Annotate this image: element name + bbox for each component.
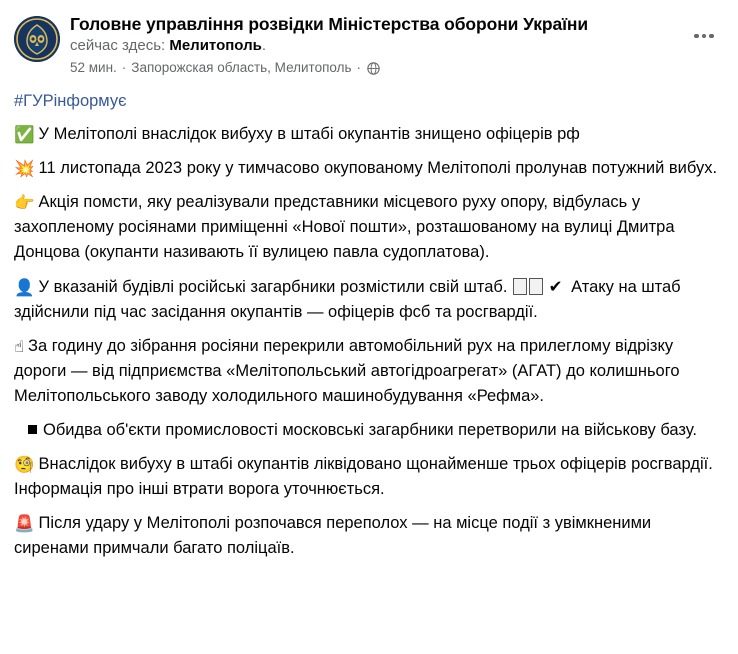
paragraph-text: 11 листопада 2023 року у тимчасово окупованому Мелітополі пролунав потужний вибух. bbox=[38, 159, 718, 177]
post-meta bbox=[70, 59, 684, 77]
post-body bbox=[0, 77, 738, 561]
paragraph-text: Внаслідок вибуху в штабі окупантів ліквідовано щонайменше трьох офіцерів росгвардії. Інформація про інші втрати ворога уточнюється. bbox=[14, 455, 713, 498]
location-line bbox=[70, 36, 684, 56]
post-header-text bbox=[70, 14, 724, 77]
post-paragraph bbox=[14, 334, 724, 409]
monocle-face-emoji: 🧐 bbox=[14, 455, 35, 474]
paragraph-text: У вказаній будівлі російські загарбники розмістили свій штаб. bbox=[38, 278, 508, 296]
meta-location[interactable]: Запорожская область, Мелитополь bbox=[131, 60, 352, 75]
location-name[interactable]: Мелитополь bbox=[169, 37, 262, 54]
explosion-emoji: 💥 bbox=[14, 159, 35, 178]
meta-separator-2: · bbox=[356, 60, 362, 75]
globe-icon bbox=[367, 62, 380, 75]
person-silhouette-emoji: 👤 bbox=[14, 278, 35, 297]
paragraph-text: За годину до зібрання росіяни перекрили автомобільний рух на прилеглому відрізку дороги — від підприємства «Мелітопольський автогідроагрегат» (АГАТ) до колишнього Мелітопольського заводу холодильного машинобудування «Рефма». bbox=[14, 337, 680, 405]
check-mark-emoji: ✅ bbox=[14, 125, 35, 144]
time-ago[interactable]: 52 мин. bbox=[70, 60, 117, 75]
post-paragraph bbox=[14, 452, 724, 502]
paragraph-text: Обидва об'єкти промисловості московські загарбники перетворили на військову базу. bbox=[43, 421, 697, 439]
missing-glyph-icon bbox=[513, 278, 527, 295]
post-paragraph bbox=[14, 511, 724, 561]
pointing-finger-emoji: 👉 bbox=[14, 193, 35, 212]
more-options-icon[interactable] bbox=[686, 18, 722, 54]
post-paragraph bbox=[14, 418, 724, 443]
avatar[interactable] bbox=[14, 16, 60, 62]
index-finger-up-emoji: ☝ bbox=[14, 337, 25, 356]
post-paragraph bbox=[14, 274, 724, 325]
missing-glyph-icon bbox=[529, 278, 543, 295]
post-header bbox=[0, 0, 738, 77]
check-mark-emoji: ✔ bbox=[548, 277, 563, 296]
post-paragraph bbox=[14, 156, 724, 181]
post-paragraph bbox=[14, 190, 724, 265]
paragraph-text: Після удару у Мелітополі розпочався переполох — на місце події з увімкненими сиренами примчали багато поліцаїв. bbox=[14, 514, 652, 557]
meta-separator: · bbox=[121, 60, 127, 75]
siren-emoji: 🚨 bbox=[14, 514, 35, 533]
paragraph-text-continued: Атаку на штаб здійснили під час засідання окупантів — офіцерів фсб та росгвардії. bbox=[14, 278, 681, 321]
page-name[interactable]: Головне управління розвідки Міністерства оборони України bbox=[70, 14, 589, 34]
location-prefix: сейчас здесь: bbox=[70, 37, 166, 54]
square-bullet-icon bbox=[28, 425, 37, 434]
location-suffix: . bbox=[261, 37, 267, 54]
hashtag-link[interactable]: #ГУРінформує bbox=[14, 92, 127, 110]
paragraph-text: Акція помсти, яку реалізували представники місцевого руху опору, відбулась у захопленому росіянами приміщенні «Нової пошти», розташованому на вулиці Дмитра Донцова (окупанти називають її вулицею павла судоплатова). bbox=[14, 193, 675, 261]
post-paragraph bbox=[14, 122, 724, 147]
paragraph-text: У Мелітополі внаслідок вибуху в штабі окупантів знищено офіцерів рф bbox=[38, 125, 580, 143]
